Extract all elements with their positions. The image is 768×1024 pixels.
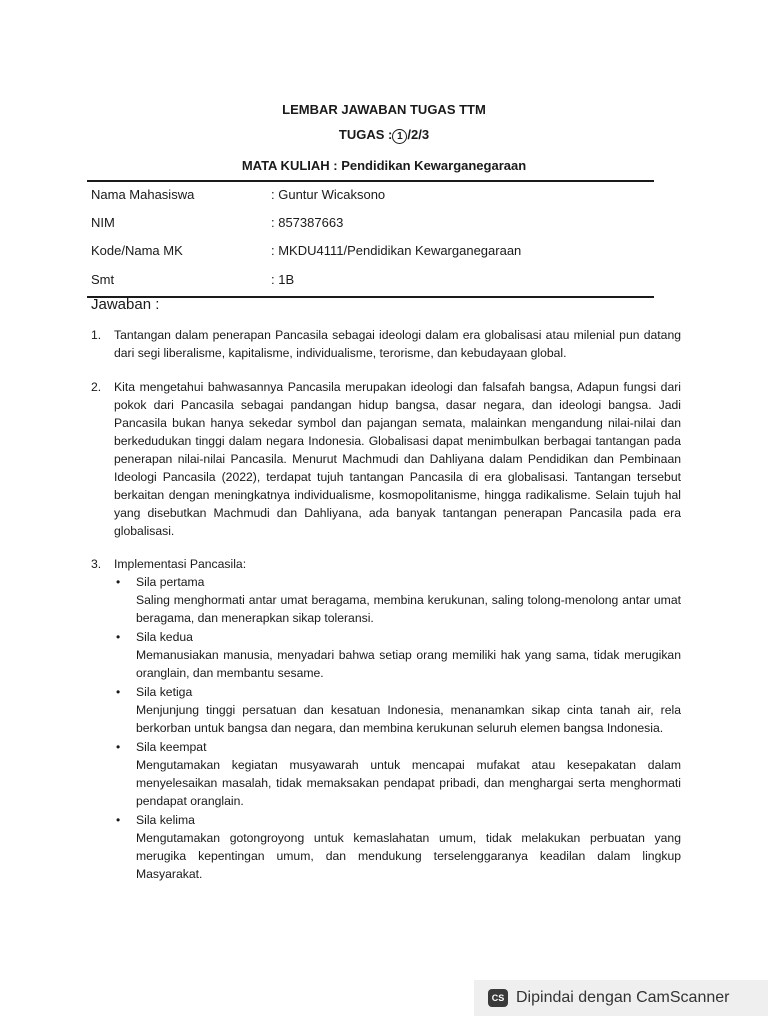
sila-title: Sila pertama: [136, 575, 205, 589]
camscanner-logo-icon: CS: [488, 989, 508, 1007]
sila-title: Sila ketiga: [136, 685, 193, 699]
sila-item: [114, 811, 681, 883]
tugas-prefix: TUGAS :: [338, 127, 393, 142]
smt-value: : 1B: [271, 272, 295, 287]
sila-title: Sila kelima: [136, 813, 195, 827]
answer-3-intro: Implementasi Pancasila:: [114, 557, 247, 571]
kode-label: Kode/Nama MK: [91, 243, 183, 258]
answer-3-number: 3.: [91, 557, 102, 571]
course-title: MATA KULIAH : Pendidikan Kewarganegaraan: [241, 158, 527, 173]
tugas-rest: /2/3: [407, 127, 430, 142]
sila-list: [114, 573, 681, 883]
camscanner-watermark: [474, 980, 768, 1016]
bullet-icon: •: [116, 813, 121, 827]
bullet-icon: •: [116, 685, 121, 699]
answer-2-number: 2.: [91, 380, 102, 394]
bottom-divider: [87, 296, 654, 298]
sila-item: [114, 573, 681, 627]
answer-3: [91, 555, 681, 884]
nama-label: Nama Mahasiswa: [91, 187, 195, 202]
nim-label: NIM: [91, 215, 115, 230]
nama-value: : Guntur Wicaksono: [271, 187, 386, 202]
kode-value: : MKDU4111/Pendidikan Kewarganegaraan: [271, 243, 522, 258]
sila-title: Sila kedua: [136, 630, 193, 644]
answer-2: [91, 378, 681, 540]
smt-label: Smt: [91, 272, 115, 287]
tugas-line: [0, 127, 768, 144]
bullet-icon: •: [116, 575, 121, 589]
sila-description: Mengutamakan gotongroyong untuk kemaslahatan umum, tidak melakukan perbuatan yang merugika kepentingan umum, dan mendukung terselenggaranya keadilan dalam lingkup Masyarakat.: [136, 831, 681, 881]
sila-description: Menjunjung tinggi persatuan dan kesatuan Indonesia, menanamkan sikap cinta tanah air, rela berkorban untuk bangsa dan negara, dan membina kerukunan seluruh elemen bangsa Indonesia.: [136, 703, 681, 735]
watermark-text: Dipindai dengan CamScanner: [516, 989, 730, 1006]
nim-value: : 857387663: [271, 215, 344, 230]
sila-item: [114, 628, 681, 682]
tugas-selected-circle: 1: [392, 129, 407, 144]
answer-2-text: Kita mengetahui bahwasannya Pancasila merupakan ideologi dan falsafah bangsa, Adapun fungsi dari pokok dari Pancasila sebagai pandangan hidup bangsa, dasar negara, dan ideologi bangsa. Jadi Pancasila bukan hanya sekedar symbol dan pajangan semata, malainkan mengandung nilai-nilai dan berkedudukan tinggi dalam negara Indonesia. Globalisasi dapat menimbulkan berbagai tantangan pada penerapan nilai-nilai Pancasila. Menurut Machmudi dan Dahliyana dalam Pendidikan dan Pembinaan Ideologi Pancasila (2022), terdapat tujuh tantangan Pancasila di era globalisasi. Tantangan tersebut berkaitan dengan meningkatnya individualisme, kosmopolitanisme, hingga radikalisme. Selain tujuh hal yang disebutkan Machmudi dan Dahliyana, ada banyak tantangan penerapan Pancasila pada era globalisasi.: [114, 380, 681, 538]
answer-1-number: 1.: [91, 328, 102, 342]
sila-item: [114, 738, 681, 810]
answer-1: [91, 326, 681, 362]
bullet-icon: •: [116, 740, 121, 754]
jawaban-label: Jawaban :: [91, 296, 160, 313]
top-divider: [87, 180, 654, 182]
bullet-icon: •: [116, 630, 121, 644]
document-title: LEMBAR JAWABAN TUGAS TTM: [282, 102, 486, 117]
sila-item: [114, 683, 681, 737]
sila-description: Saling menghormati antar umat beragama, membina kerukunan, saling tolong-menolong antar umat beragama, dan menerapkan sikap toleransi.: [136, 593, 681, 625]
sila-title: Sila keempat: [136, 740, 207, 754]
sila-description: Mengutamakan kegiatan musyawarah untuk mencapai mufakat atau kesepakatan dalam menyelesaikan masalah, tidak memaksakan pendapat pribadi, dan menghargai serta menghormati pendapat oranglain.: [136, 758, 681, 808]
answer-1-text: Tantangan dalam penerapan Pancasila sebagai ideologi dalam era globalisasi atau milenial pun datang dari segi liberalisme, kapitalisme, individualisme, terorisme, dan kebudayaan global.: [114, 328, 681, 360]
sila-description: Memanusiakan manusia, menyadari bahwa setiap orang memiliki hak yang sama, tidak merugikan oranglain, dan membantu sesame.: [136, 648, 681, 680]
